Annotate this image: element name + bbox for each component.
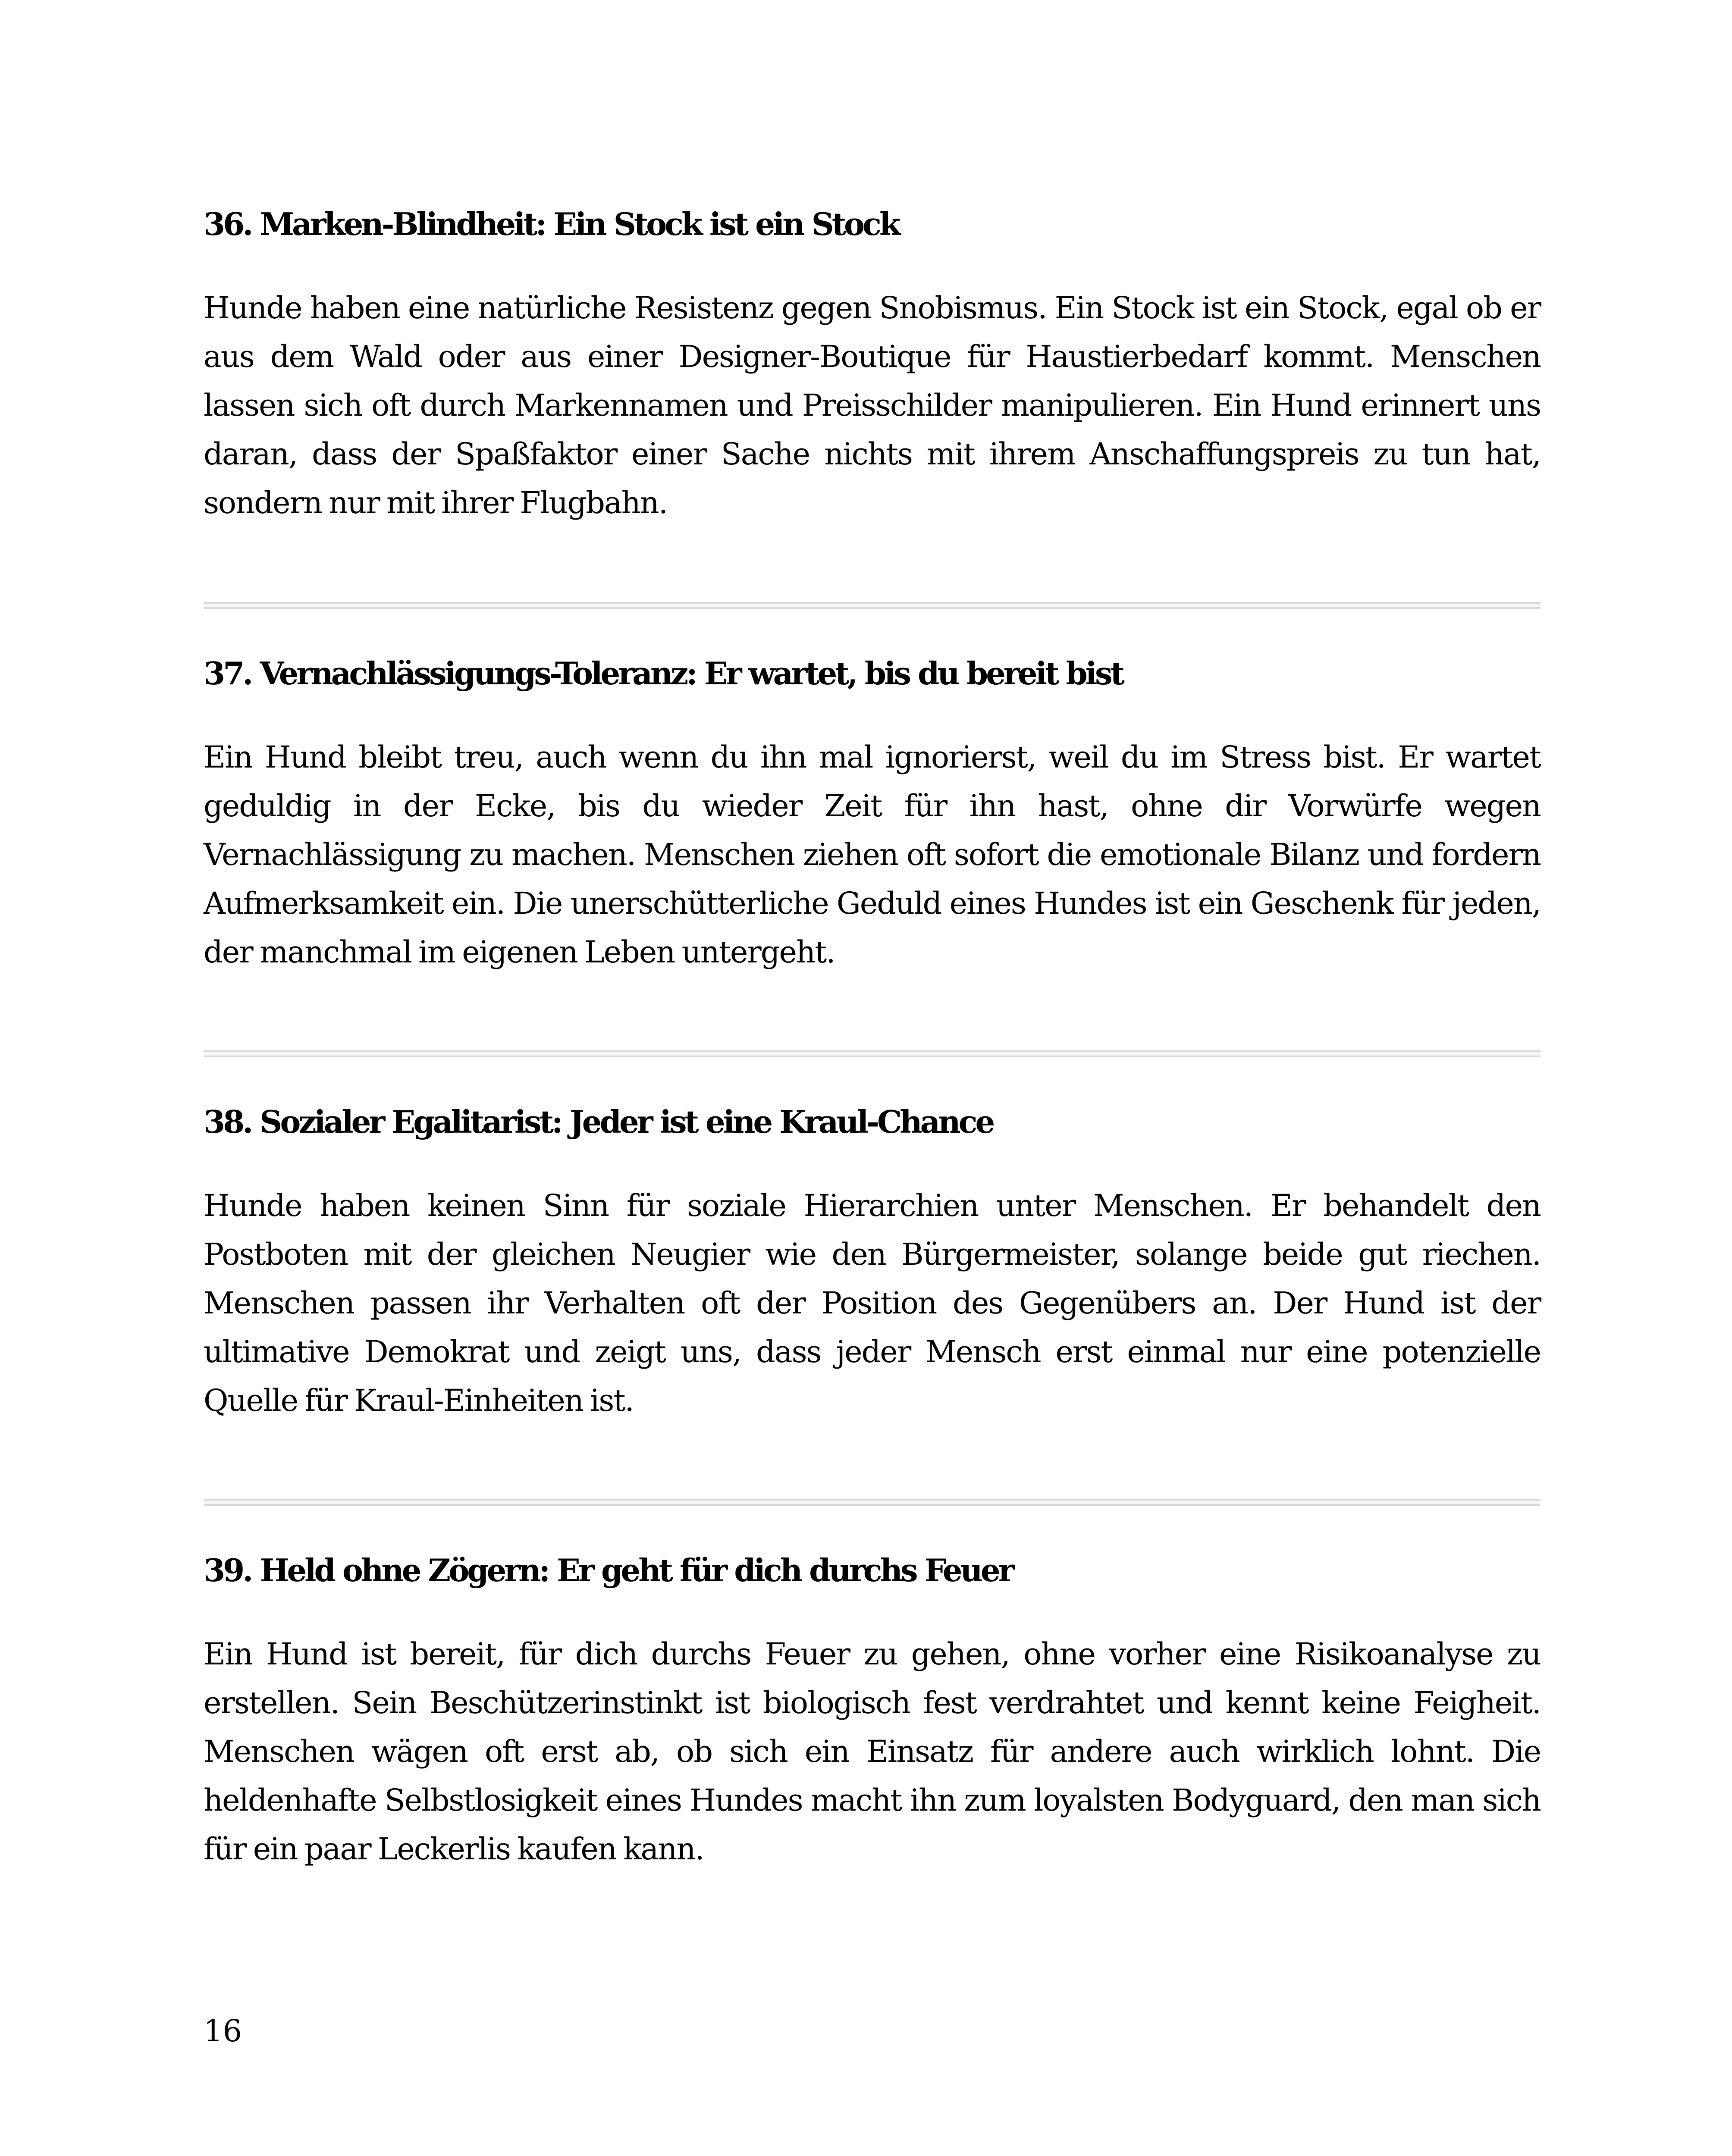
section-body: Ein Hund ist bereit, für dich durchs Feuer zu gehen, ohne vorher eine Risikoanalyse zu erstellen. Sein Beschützerinstinkt ist biologisch fest verdrahtet und kennt keine Feigheit. Menschen wägen oft erst ab, ob sich ein Einsatz für andere auch wirklich lohnt. Die heldenhafte Selbstlosigkeit eines Hundes macht ihn zum loyalsten Bodyguard, den man sich für ein paar Leckerlis kaufen kann. xyxy=(204,1636,1541,1867)
section-heading: 36. Marken-Blindheit: Ein Stock ist ein Stock xyxy=(204,206,899,242)
section-heading: 37. Vernachlässigungs-Toleranz: Er wartet, bis du bereit bist xyxy=(204,655,1123,692)
document-page xyxy=(204,0,1541,2156)
section-38 xyxy=(204,1100,1541,1425)
section-37 xyxy=(204,652,1541,977)
section-divider xyxy=(204,602,1541,609)
section-39 xyxy=(204,1549,1541,1874)
page-number: 16 xyxy=(204,2013,242,2049)
section-divider xyxy=(204,1499,1541,1506)
section-body: Hunde haben keinen Sinn für soziale Hierarchien unter Menschen. Er behandelt den Postboten mit der gleichen Neugier wie den Bürgermeister, solange beide gut riechen. Menschen passen ihr Verhalten oft der Position des Gegenübers an. Der Hund ist der ultimative Demokrat und zeigt uns, dass jeder Mensch erst einmal nur eine potenzielle Quelle für Kraul-Einheiten ist. xyxy=(204,1188,1541,1418)
section-36 xyxy=(204,203,1541,527)
section-body: Ein Hund bleibt treu, auch wenn du ihn mal ignorierst, weil du im Stress bist. Er wartet geduldig in der Ecke, bis du wieder Zeit für ihn hast, ohne dir Vorwürfe wegen Vernachlässigung zu machen. Menschen ziehen oft sofort die emotionale Bilanz und fordern Aufmerksamkeit ein. Die unerschütterliche Geduld eines Hundes ist ein Geschenk für jeden, der manchmal im eigenen Leben untergeht. xyxy=(204,740,1541,970)
section-heading: 39. Held ohne Zögern: Er geht für dich durchs Feuer xyxy=(204,1552,1013,1589)
section-heading: 38. Sozialer Egalitarist: Jeder ist eine Kraul-Chance xyxy=(204,1103,993,1140)
section-body: Hunde haben eine natürliche Resistenz gegen Snobismus. Ein Stock ist ein Stock, egal ob er aus dem Wald oder aus einer Designer-Boutique für Haustierbedarf kommt. Menschen lassen sich oft durch Markennamen und Preisschilder manipulieren. Ein Hund erinnert uns daran, dass der Spaßfaktor einer Sache nichts mit ihrem Anschaffungspreis zu tun hat, sondern nur mit ihrer Flugbahn. xyxy=(204,290,1541,520)
section-divider xyxy=(204,1050,1541,1057)
